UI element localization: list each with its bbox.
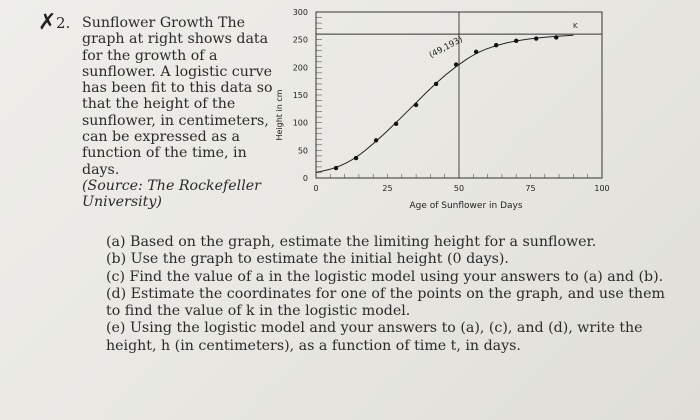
data-point (554, 35, 558, 39)
data-point (474, 50, 478, 54)
x-tick-label: 100 (594, 184, 610, 193)
y-tick-label: 300 (292, 8, 308, 17)
source-citation-line1: (Source: The Rockefeller (82, 177, 261, 194)
question-line: (e) Using the logistic model and your answers to (a), (c), and (d), write the (106, 320, 643, 337)
question-list (106, 234, 666, 355)
data-point (534, 36, 538, 40)
x-tick-label: 75 (525, 184, 536, 193)
x-tick-label: 25 (382, 184, 393, 193)
problem-line: can be expressed as a (82, 129, 240, 146)
data-point (334, 166, 338, 170)
problem-line: days. (82, 161, 120, 178)
source-citation-line2: University) (82, 194, 162, 211)
problem-line: Sunflower Growth The (82, 15, 245, 31)
y-tick-label: 50 (297, 146, 308, 156)
data-point (354, 156, 358, 160)
x-axis-label: Age of Sunflower in Days (409, 201, 523, 211)
data-point (414, 103, 418, 107)
question-line: (d) Estimate the coordinates for one of the points on the graph, and use them (106, 285, 665, 302)
y-tick-label: 150 (292, 91, 308, 100)
pencil-check-icon: ✗ (38, 10, 57, 35)
problem-line: graph at right shows data (82, 31, 269, 48)
problem-lines (82, 15, 277, 178)
y-tick-label: 250 (292, 35, 308, 45)
data-point (514, 39, 518, 43)
y-tick-label: 0 (302, 174, 308, 183)
question-line: to find the value of k in the logistic model. (106, 303, 411, 320)
problem-line: has been fit to this data so (82, 80, 273, 97)
y-axis-label: Height in cm (275, 89, 284, 141)
problem-number: 2. (56, 14, 71, 32)
data-point (394, 122, 398, 126)
data-point (374, 138, 378, 142)
question-line: height, h (in centimeters), as a function of time t, in days. (106, 337, 521, 354)
problem-statement (82, 15, 277, 211)
question-line: (b) Use the graph to estimate the initial height (0 days). (106, 251, 509, 268)
problem-line: sunflower. A logistic curve (82, 63, 273, 80)
annotation-point: (49,193) (427, 34, 465, 61)
annotation-k: K (573, 22, 578, 30)
data-points (334, 35, 559, 170)
sunflower-growth-chart (268, 0, 638, 222)
y-tick-label: 100 (292, 118, 308, 128)
x-tick-label: 0 (313, 184, 319, 193)
x-tick-label: 50 (453, 184, 465, 193)
data-point (434, 82, 438, 86)
problem-line: that the height of the (82, 96, 236, 113)
question-line: (c) Find the value of a in the logistic model using your answers to (a) and (b). (106, 268, 664, 285)
question-line: (a) Based on the graph, estimate the limiting height for a sunflower. (106, 234, 597, 250)
data-point (454, 62, 458, 66)
data-point (494, 43, 498, 47)
problem-line: function of the time, in (82, 145, 247, 162)
problem-line: sunflower, in centimeters, (82, 112, 269, 129)
y-tick-label: 200 (292, 63, 308, 73)
logistic-curve (316, 35, 573, 172)
problem-line: for the growth of a (82, 47, 218, 64)
